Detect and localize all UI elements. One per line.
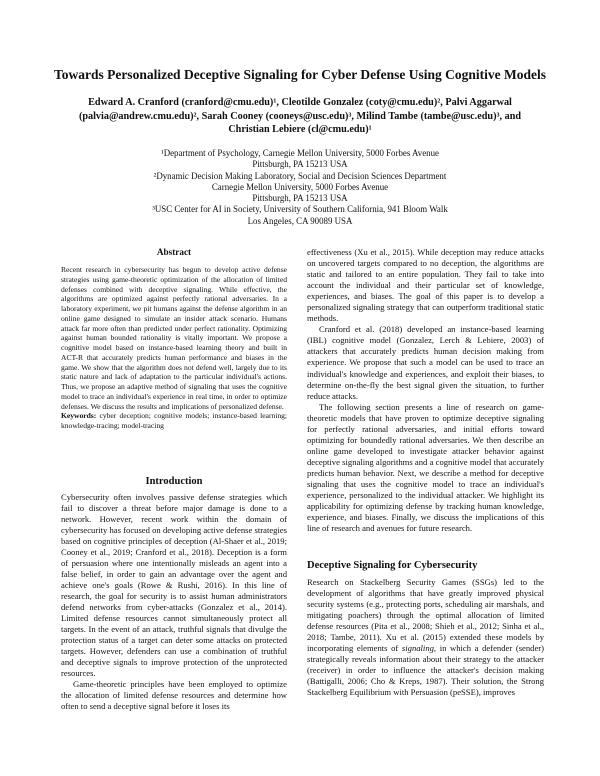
affiliation-line: Pittsburgh, PA 15213 USA (252, 193, 348, 204)
author-line: (palvia@andrew.cmu.edu)², Sarah Cooney (cooneys@usc.edu)³, Milind Tambe (tambe@usc.edu)³, and (78, 110, 522, 122)
introduction-heading: Introduction (145, 476, 203, 487)
keywords-label: Keywords: (61, 411, 97, 421)
body-paragraph: The following section presents a line of research on game-theoretic models that have proven to optimize deceptive signaling for perfectly rational adversaries, and initial efforts toward optimizing for boundedly rational adversaries. We then describe an online game developed to investigate attacker behavior against deceptive signaling algorithms and a cognitive model that accurately predicts human behavior. Next, we describe a method for deceptive signaling that uses the cognitive model to trace an individual's experience, personalized to the individual attacker. We highlight its applicability for optimizing defense by tracking human knowledge, experience, and biases. Finally, we discuss the implications of this line of research and avenues for future research. (307, 401, 544, 534)
affiliation-line: ¹Department of Psychology, Carnegie Mellon University, 5000 Forbes Avenue (161, 148, 439, 158)
body-text: Research on Stackelberg Security Games (SSGs) led to the development of algorithms that have greatly improved physical security systems (e.g., protecting ports, scheduling air marshals, and mitigating poachers) through the optimal allocation of limited defense resources (Pita et al., 2008; Shieh et al., 2012; Sinha et al., 2018; Tambe, 2011). Xu et al. (2015) extended these models by incorporating elements of (307, 577, 544, 654)
affiliation-line: Carnegie Mellon University, 5000 Forbes Avenue (211, 181, 389, 192)
intro-paragraph: Game-theoretic principles have been employed to optimize the allocation of limited defense resources and determine how often to send a deceptive signal before it loses its (61, 679, 287, 711)
abstract-text: Recent research in cybersecurity has begun to develop active defense strategies using game-theoretic optimization of the allocation of limited defenses combined with deceptive signaling. While effective, the algorithms are optimized against perfectly rational adversaries. In a laboratory experiment, we pit humans against the defense algorithm in an online game designed to simulate an insider attack scenario. Humans attack far more often than predicted under perfect rationality. Optimizing against human bounded rationality is vitally important. We propose a cognitive model based on instance-based learning theory and built in ACT-R that accurately predicts human performance and biases in the game. We show that the algorithm does not defend well, largely due to its static nature and lack of adaptation to the particular individual's actions. Thus, we propose an adaptive method of signaling that uses the cognitive model to trace an individual's experience in real time, in order to optimize defenses. We discuss the results and implications of personalized defense. (61, 265, 287, 411)
emphasis-text: signaling (401, 643, 434, 654)
keywords-text: cyber deception; cognitive models; instance-based learning; knowledge-tracing; model-tracing (61, 411, 287, 430)
author-line: Christian Lebiere (cl@cmu.edu)¹ (228, 124, 372, 136)
body-paragraph: Cranford et al. (2018) developed an instance-based learning (IBL) cognitive model (Gonzalez, Lerch & Lebiere, 2003) of attackers that accurately predicts human decision making from experience. We propose that such a model can be used to trace an individual's knowledge and experiences, and exploit their biases, to determine on-the-fly the best signal given the situation, to further reduce attacks. (307, 324, 544, 401)
paper-title: Towards Personalized Deceptive Signaling for Cyber Defense Using Cognitive Models (53, 67, 547, 82)
abstract-heading: Abstract (156, 247, 192, 257)
body-paragraph: effectiveness (Xu et al., 2015). While deception may reduce attacks on uncovered targets compared to no deception, the algorithms are static and tailored to an entire population. They fail to take into account the individual and their particular set of knowledge, experiences, and biases. The goal of this paper is to develop a personalized signaling strategy that can outperform traditional static methods. (307, 247, 544, 324)
body-paragraph (307, 577, 544, 699)
affiliation-line: Los Angeles, CA 90089 USA (247, 215, 353, 226)
introduction-body (61, 492, 287, 712)
keywords (61, 411, 287, 431)
affiliation-line: ³USC Center for AI in Society, University of Southern California, 941 Bloom Walk (152, 204, 448, 215)
cyber-section-body (307, 577, 544, 699)
right-column-body (307, 247, 544, 534)
author-list (30, 96, 570, 137)
intro-paragraph: Cybersecurity often involves passive defense strategies which fail to discover a threat before major damage is done to a network. However, recent work within the domain of cybersecurity has focused on developing active defense strategies based on cognitive principles of deception (Al-Shaer et al., 2019; Cooney et al., 2019; Cranford et al., 2018). Deception is a form of persuasion where one intentionally misleads an agent into a false belief, in order to gain an advantage over the agent and achieve one's goals (Rowe & Rushi, 2016). In this line of research, the goal for security is to assist human administrators defend networks from cyber-attacks (Gonzalez et al., 2014). Limited defense resources cannot simultaneously protect all targets. In the event of an attack, truthful signals that divulge the protection status of a target can deter some attacks on protected targets. However, defenders can use a combination of truthful and deceptive signals to improve protection of the unprotected resources. (61, 492, 287, 678)
affiliation-line: Pittsburgh, PA 15213 USA (252, 159, 348, 170)
abstract-section (61, 247, 287, 431)
cyber-section-heading: Deceptive Signaling for Cybersecurity (307, 560, 478, 571)
author-line: Edward A. Cranford (cranford@cmu.edu)¹, Cleotilde Gonzalez (coty@cmu.edu)², Palvi Aggarwal (88, 97, 512, 108)
body-text: , in which a defender (sender) strategically reveals information about their strategy to the attacker (receiver) in order to influence the attacker's decision making (Battigalli, 2006; Cho & Kreps, 1987). Their solution, the Strong Stackelberg Equilibrium with Persuasion (peSSE), improves (307, 643, 544, 698)
affiliations (30, 148, 570, 227)
affiliation-line: ²Dynamic Decision Making Laboratory, Social and Decision Sciences Department (153, 170, 447, 181)
